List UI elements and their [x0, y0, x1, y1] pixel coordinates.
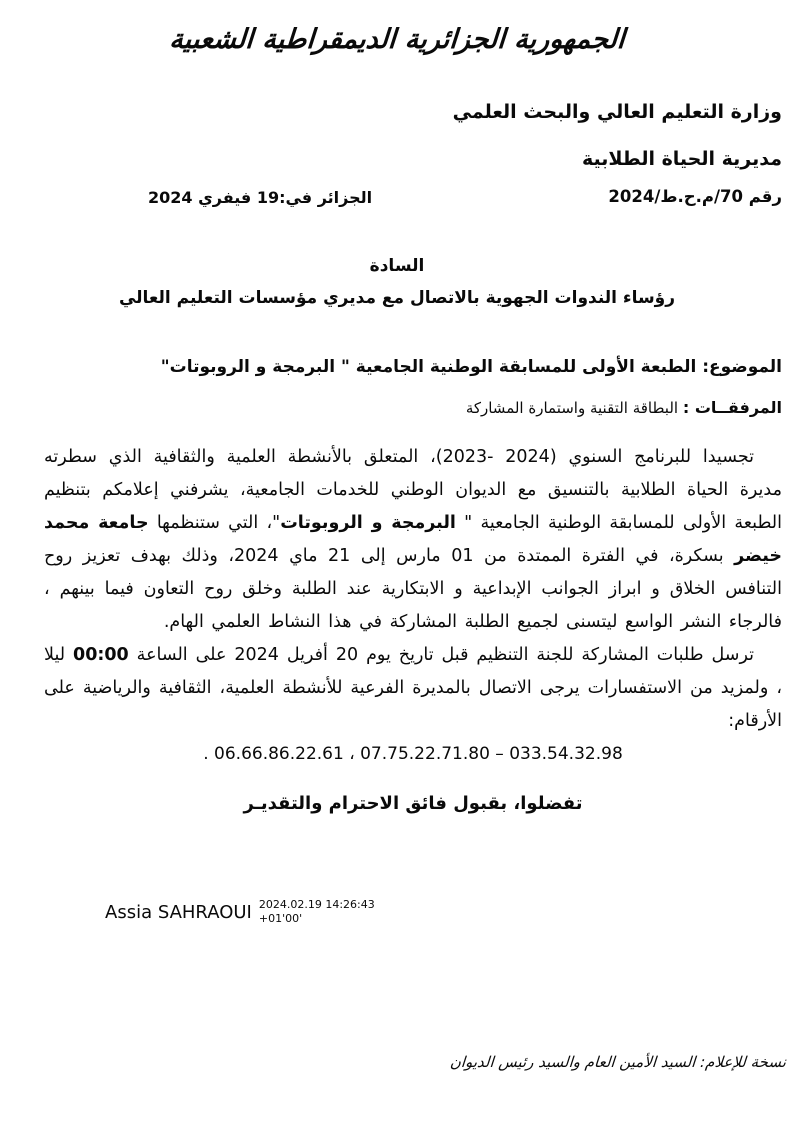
reference-number: رقم 70/م.ح.ط/2024 [608, 187, 782, 206]
attachments-text: البطاقة التقنية واستمارة المشاركة [465, 399, 679, 417]
republic-title: الجمهورية الجزائرية الديمقراطية الشعبية [168, 24, 626, 55]
signature-name: Assia SAHRAOUI [105, 901, 252, 923]
subject-line [44, 357, 782, 377]
closing-formula: تفضلوا، بقبول فائق الاحترام والتقديـر [243, 793, 583, 814]
directorate-title: مديرية الحياة الطلابية [581, 148, 782, 170]
phone-numbers-line: 033.54.32.98 – 07.75.22.71.80 ، 06.66.86.22.61 . [203, 744, 623, 764]
attachments-line [44, 398, 782, 417]
letter-body [44, 441, 782, 814]
body-paragraph-1: تجسيدا للبرنامج السنوي ⁦(2023- 2024)⁩، المتعلق بالأنشطة العلمية والثقافية الذي سطرته مديرة الحياة الطلابية بالتنسيق مع الديوان الوطني للخدمات الجامعية، يشرفني إعلامكم بتنظيم الطبعة الأولى للمسابقة الوطنية الجامعية " البرمجة و الروبوتات"، التي ستنظمها جامعة محمد خيضر بسكرة، في الفترة الممتدة من 01 مارس إلى 21 ماي 2024، وذلك بهدف تعزيز روح التنافس الخلاق و ابراز الجوانب الإبداعية و الابتكارية عند الطلبة وخلق روح التعاون فيما بينهم ، فالرجاء النشر الواسع ليتسنى لجميع الطلبة المشاركة في هذا النشاط العلمي الهام. [44, 447, 783, 632]
place-and-date: الجزائر في:19 فيفري 2024 [148, 188, 373, 207]
recipients-line: رؤساء الندوات الجهوية بالاتصال مع مديري مؤسسات التعليم العالي [118, 288, 676, 308]
ministry-title: وزارة التعليم العالي والبحث العلمي [452, 101, 782, 123]
signature-timestamp-date: 2024.02.19 14:26:43 [258, 898, 375, 911]
salutation: السادة [369, 256, 425, 276]
attachments-label: المرفقــات : [682, 398, 782, 417]
signature-timestamp-offset: +01'00' [258, 912, 303, 926]
subject-text: الطبعة الأولى للمسابقة الوطنية الجامعية " البرمجة و الروبوتات" [160, 357, 697, 377]
body-paragraph-2: ترسل طلبات المشاركة للجنة التنظيم قبل تاريخ يوم 20 أفريل 2024 على الساعة 00:00 ليلا ، ولمزيد من الاستفسارات يرجى الاتصال بالمديرة الفرعية للأنشطة العلمية، الثقافية والرياضية على الأرقام: [44, 645, 782, 731]
copy-for-information-note: نسخة للإعلام: السيد الأمين العام والسيد رئيس الديوان [449, 1053, 787, 1071]
digital-signature-stamp [105, 898, 375, 927]
signature-timestamp [259, 898, 375, 927]
subject-label: الموضوع: [702, 357, 782, 377]
